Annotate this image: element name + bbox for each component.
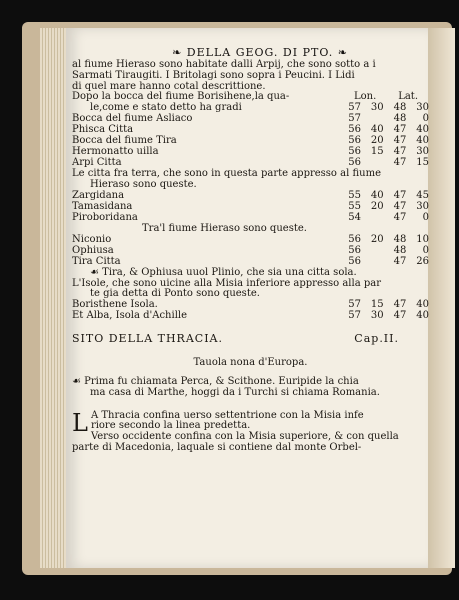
place-name: Tira Citta (72, 255, 121, 267)
coordinate-value: 30 (416, 102, 429, 114)
text-line: al fiume Hieraso sono habitate dalli Arpij, che sono sotto a i (72, 59, 376, 70)
coordinate-value: 15 (370, 299, 384, 311)
coordinate-value: 15 (416, 157, 429, 169)
coordinate-value: 56 (348, 124, 361, 136)
place-row (72, 246, 429, 257)
coordinate-value: 47 (393, 255, 407, 267)
coordinate-value: 47 (393, 189, 407, 201)
table-header-continued: le,come e stato detto ha gradi (90, 102, 242, 114)
place-name: Boristhene Isola. (72, 299, 158, 311)
coordinate-value: 0 (422, 244, 429, 256)
coordinate-value: 15 (370, 146, 384, 158)
coordinate-value: 30 (370, 310, 384, 322)
places-list-1 (72, 103, 429, 169)
coordinate-value: 0 (422, 211, 429, 223)
citta-note (72, 169, 429, 191)
coordinate-value: 30 (370, 102, 384, 114)
page-text (72, 60, 429, 454)
section-heading: SITO DELLA THRACIA. Cap.II. (72, 332, 399, 346)
place-name: Tamasidana (72, 200, 133, 212)
coordinate-value: 45 (416, 189, 429, 201)
place-name: Niconio (72, 233, 112, 245)
place-name: Arpi Citta (72, 157, 122, 169)
coordinate-value: 20 (370, 135, 384, 147)
coordinate-value: 57 (348, 113, 361, 125)
place-name: Piroboridana (72, 211, 138, 223)
lon-header: Lon. (353, 91, 377, 103)
places-list-3 (72, 235, 429, 268)
pilcrow-icon: ☙ (90, 266, 103, 278)
place-name: Et Alba, Isola d'Achille (72, 310, 188, 322)
coordinate-value: 48 (393, 102, 407, 114)
tavola-caption: Tauola nona d'Europa. (193, 357, 308, 369)
coordinate-value: 56 (348, 157, 361, 169)
text-line: Hieraso sono queste. (90, 179, 197, 191)
drop-cap: L (72, 408, 88, 437)
place-name: Bocca del fiume Tira (72, 135, 177, 147)
coordinate-value: 56 (348, 146, 361, 158)
coordinate-value: 48 (393, 244, 407, 256)
place-row (72, 235, 429, 246)
facing-page-edge (425, 28, 455, 568)
table-header-row: Dopo la bocca del fiume Borisihene,la qua- Lon. Lat. (72, 91, 419, 103)
place-name: Phisca Citta (72, 124, 134, 136)
place-name: Bocca del fiume Asliaco (72, 113, 193, 125)
coordinate-value: 55 (348, 189, 361, 201)
text-line: riore secondo la linea predetta. (90, 420, 251, 432)
places-list-2 (72, 191, 429, 224)
coordinate-value: 30 (416, 146, 429, 158)
coordinate-value: 40 (416, 124, 429, 136)
coordinate-value: 47 (393, 211, 407, 223)
place-name: Zargidana (72, 189, 125, 201)
coordinate-value: 57 (348, 310, 361, 322)
coordinate-value: 10 (416, 233, 429, 245)
text-line: te gia detta di Ponto sono queste. (90, 288, 260, 300)
prima-paragraph (72, 377, 429, 399)
place-name: Hermonatto uilla (72, 146, 159, 158)
text-line: Le citta fra terra, che sono in questa parte appresso al fiume (72, 168, 381, 180)
coordinate-value: 40 (370, 124, 384, 136)
coordinate-value (366, 257, 384, 268)
fleuron-right-icon: ❧ (333, 46, 348, 59)
coordinate-value: 40 (416, 135, 429, 147)
place-row (72, 147, 429, 158)
coordinate-value: 57 (348, 102, 361, 114)
text-line: parte di Macedonia, laquale si contiene dal monte Orbel- (72, 441, 362, 453)
coordinate-value: 55 (348, 200, 361, 212)
coordinate-value: 47 (393, 200, 407, 212)
coordinate-value: 47 (393, 124, 407, 136)
text-line: A Thracia confina uerso settentrione con la Misia infe (90, 409, 364, 421)
coordinate-value (366, 246, 384, 257)
place-row (72, 311, 429, 322)
plinio-note: ☙ Tira, & Ophiusa uuol Plinio, che sia una citta sola. (90, 266, 357, 278)
coordinate-value: 48 (393, 233, 407, 245)
isole-note (72, 279, 429, 301)
text-line: Sarmati Tiraugiti. I Britolagi sono sopra i Peucini. I Lidi (72, 69, 355, 81)
coordinate-value: 47 (393, 135, 407, 147)
coordinate-value: 47 (393, 299, 407, 311)
running-header: ❧ DELLA GEOG. DI PTO. ❧ (172, 46, 348, 59)
coordinate-value: 54 (348, 211, 361, 223)
intro-paragraph (72, 60, 429, 92)
coordinate-value: 20 (370, 200, 384, 212)
coordinate-value: 40 (416, 299, 429, 311)
coordinate-value: 26 (416, 255, 429, 267)
lat-header: Lat. (398, 91, 419, 103)
coordinate-value: 56 (348, 255, 361, 267)
coordinate-value: 47 (393, 310, 407, 322)
text-line: Verso occidente confina con la Misia superiore, & con quella (90, 431, 399, 443)
coordinate-value (366, 213, 384, 224)
place-name: Ophiusa (72, 244, 114, 256)
text-line: ma casa di Marthe, hoggi da i Turchi si chiama Romania. (90, 386, 380, 398)
coordinate-value: 40 (370, 189, 384, 201)
coordinate-value: 48 (393, 113, 407, 125)
coordinate-value: 47 (393, 146, 407, 158)
tra-note: Tra'l fiume Hieraso sono queste. (142, 222, 307, 234)
text-line: ☙ Prima fu chiamata Perca, & Scithone. Euripide la chia (72, 375, 359, 387)
coordinate-value: 40 (416, 310, 429, 322)
coordinate-value: 0 (422, 113, 429, 125)
fleuron-left-icon: ❧ (172, 46, 187, 59)
coordinate-value: 47 (393, 157, 407, 169)
text-line: L'Isole, che sono uicine alla Misia inferiore appresso alla par (72, 277, 381, 289)
text-line: di quel mare hanno cotal descrittione. (72, 80, 266, 92)
coordinate-value: 56 (348, 233, 361, 245)
coordinate-value: 57 (348, 299, 361, 311)
coordinate-value: 20 (370, 233, 384, 245)
thracia-paragraph (72, 408, 429, 454)
coordinate-value: 56 (348, 135, 361, 147)
coordinate-value: 30 (416, 200, 429, 212)
coordinate-value: 56 (348, 244, 361, 256)
places-list-4 (72, 300, 429, 322)
